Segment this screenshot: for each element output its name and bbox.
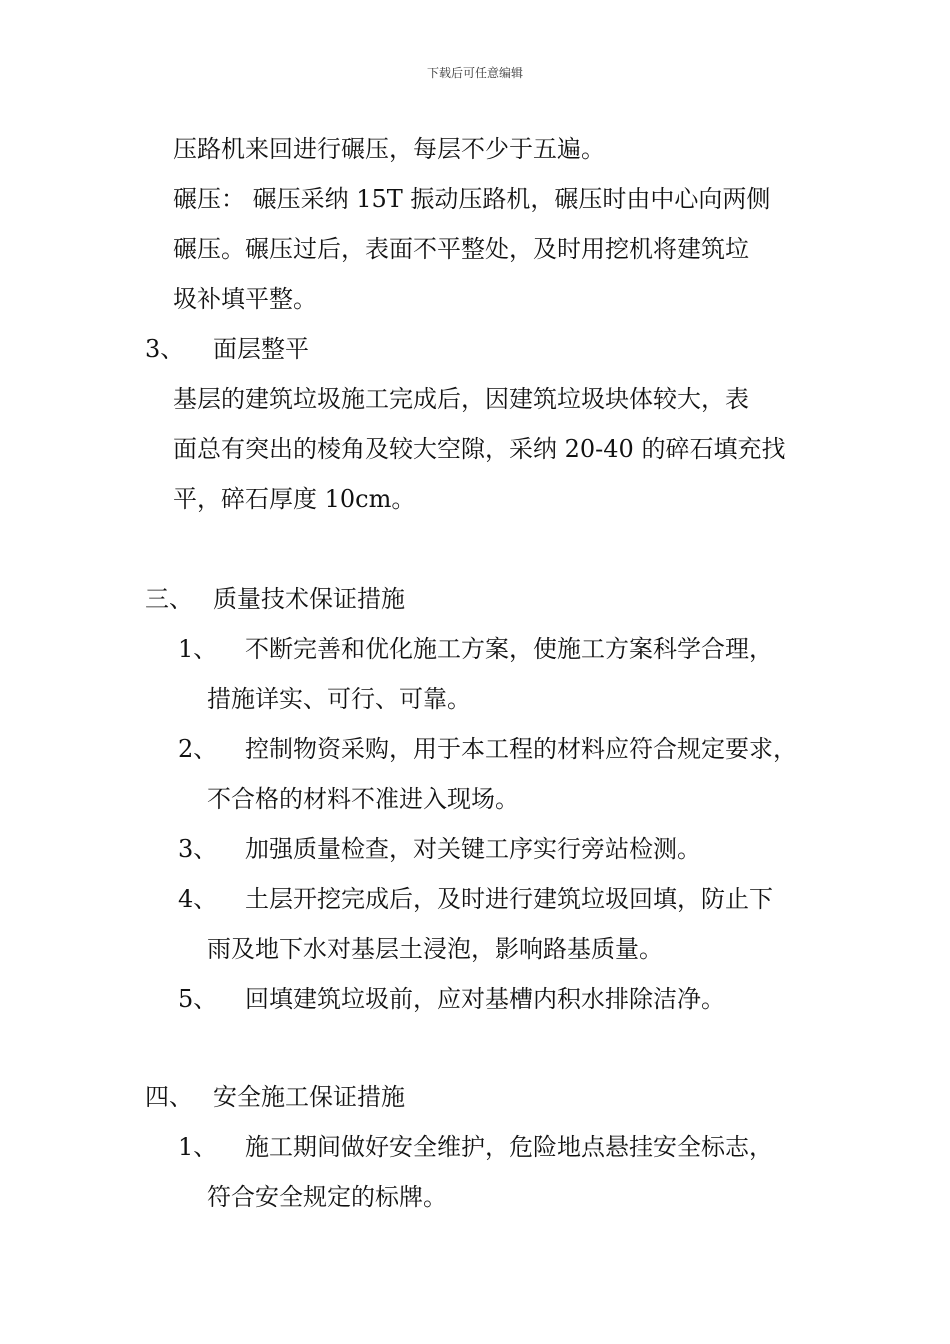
list-item-line: 不断完善和优化施工方案，使施工方案科学合理，: [245, 635, 773, 663]
list-item-line: 符合安全规定的标牌。: [207, 1183, 447, 1211]
list-item-number: 4、: [178, 885, 218, 913]
list-item-number: 2、: [178, 735, 218, 763]
paragraph-line: 碾压。碾压过后，表面不平整处，及时用挖机将建筑垃: [173, 235, 749, 263]
paragraph-line: 基层的建筑垃圾施工完成后，因建筑垃圾块体较大，表: [173, 385, 749, 413]
subsection-number: 3、: [145, 335, 185, 363]
section-number: 四、: [145, 1083, 193, 1111]
section-title: 质量技术保证措施: [213, 585, 405, 613]
subsection-title: 面层整平: [213, 335, 309, 363]
list-item-line: 不合格的材料不准进入现场。: [207, 785, 519, 813]
paragraph-line: 压路机来回进行碾压，每层不少于五遍。: [173, 135, 605, 163]
list-item-number: 1、: [178, 635, 218, 663]
paragraph-line: 碾压： 碾压采纳 15T 振动压路机，碾压时由中心向两侧: [173, 185, 771, 213]
list-item-line: 回填建筑垃圾前，应对基槽内积水排除洁净。: [245, 985, 725, 1013]
list-item-number: 3、: [178, 835, 218, 863]
list-item-line: 控制物资采购，用于本工程的材料应符合规定要求，: [245, 735, 797, 763]
paragraph-line: 圾补填平整。: [173, 285, 317, 313]
list-item-line: 雨及地下水对基层土浸泡，影响路基质量。: [207, 935, 663, 963]
list-item-number: 1、: [178, 1133, 218, 1161]
section-number: 三、: [145, 585, 193, 613]
paragraph-line: 面总有突出的棱角及较大空隙，采纳 20-40 的碎石填充找: [173, 435, 786, 463]
section-title: 安全施工保证措施: [213, 1083, 405, 1111]
list-item-line: 土层开挖完成后，及时进行建筑垃圾回填，防止下: [245, 885, 773, 913]
list-item-line: 加强质量检查，对关键工序实行旁站检测。: [245, 835, 701, 863]
list-item-number: 5、: [178, 985, 218, 1013]
page-header: 下载后可任意编辑: [426, 66, 523, 80]
list-item-line: 施工期间做好安全维护，危险地点悬挂安全标志，: [245, 1133, 773, 1161]
paragraph-line: 平，碎石厚度 10cm。: [173, 485, 416, 513]
list-item-line: 措施详实、可行、可靠。: [207, 685, 471, 713]
